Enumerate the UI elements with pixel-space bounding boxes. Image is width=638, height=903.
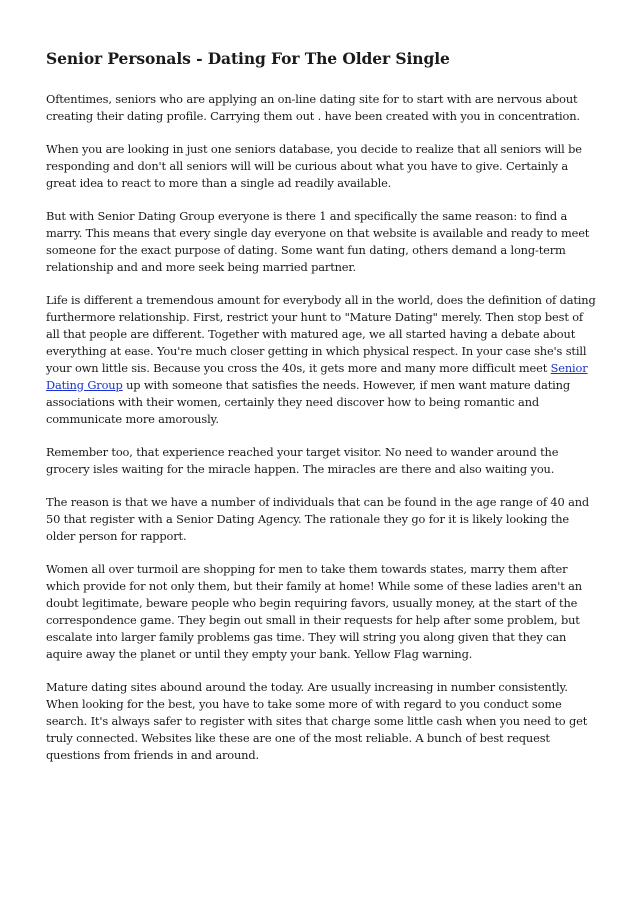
paragraph-2: When you are looking in just one seniors database, you decide to realize that all seniors will be responding and don't all seniors will will be curious about what you have to give. Certainly a great idea to react to more than a single ad readily available. [46,141,582,190]
paragraph-4 [46,292,596,428]
paragraph-4-text-after-link: up with someone that satisfies the needs. However, if men want mature dating associations with their women, certainly they need discover how to being romantic and communicate more amorously. [46,377,571,426]
paragraph-5: Remember too, that experience reached your target visitor. No need to wander around the grocery isles waiting for the miracle happen. The miracles are there and also waiting you. [46,444,559,476]
document-page [46,50,596,780]
document-title: Senior Personals - Dating For The Older Single [46,49,450,68]
paragraph-8: Mature dating sites abound around the today. Are usually increasing in number consistently. When looking for the best, you have to take some more of with regard to you conduct some search. It's always safer to register with sites that charge some little cash when you need to get truly connected. Websites like these are one of the most reliable. A bunch of best request questions from friends in and around. [46,679,588,762]
paragraph-4-text-before-link: Life is different a tremendous amount for everybody all in the world, does the definition of dating furthermore relationship. First, restrict your hunt to "Mature Dating" merely. Then stop best of all that people are different. Together with matured age, we all started having a debate about everything at ease. You're much closer getting in which physical respect. In your case she's still your own little sis. Because you cross the 40s, it gets more and many more difficult meet [46,292,596,375]
paragraph-1: Oftentimes, seniors who are applying an on-line dating site for to start with are nervous about creating their dating profile. Carrying them out . have been created with you in concentration. [46,91,580,123]
senior-dating-group-link[interactable]: Senior Dating Group [46,360,588,392]
paragraph-6: The reason is that we have a number of individuals that can be found in the age range of 40 and 50 that register with a Senior Dating Agency. The rationale they go for it is likely looking the older person for rapport. [46,494,590,543]
paragraph-7: Women all over turmoil are shopping for men to take them towards states, marry them after which provide for not only them, but their family at home! While some of these ladies aren't an doubt legitimate, beware people who begin requiring favors, usually money, at the start of the correspondence game. They begin out small in their requests for help after some problem, but escalate into larger family problems gas time. They will string you along given that they can aquire away the planet or until they empty your bank. Yellow Flag warning. [46,561,582,661]
paragraph-3: But with Senior Dating Group everyone is there 1 and specifically the same reason: to find a marry. This means that every single day everyone on that website is available and ready to meet someone for the exact purpose of dating. Some want fun dating, others demand a long-term relationship and and more seek being married partner. [46,208,590,274]
